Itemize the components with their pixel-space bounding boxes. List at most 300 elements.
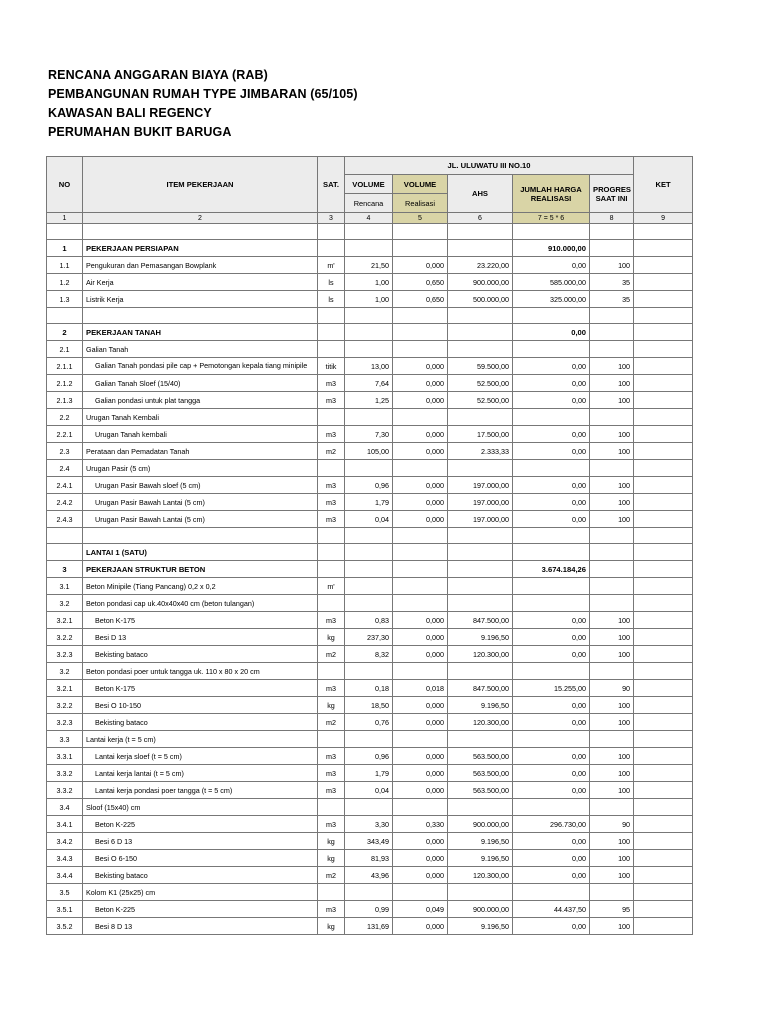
cell-sat: m3	[318, 901, 345, 918]
table-row	[47, 765, 693, 782]
cell-total	[513, 595, 590, 612]
cell-item: Urugan Pasir (5 cm)	[83, 460, 318, 477]
cell-ahs: 197.000,00	[448, 511, 513, 528]
col-number: 7 = 5 * 6	[513, 213, 590, 224]
table-row	[47, 663, 693, 680]
cell-ket	[634, 680, 693, 697]
cell-no: 3.5	[47, 884, 83, 901]
cell-ket	[634, 714, 693, 731]
title-line-2: PEMBANGUNAN RUMAH TYPE JIMBARAN (65/105)	[48, 87, 358, 101]
cell-sat	[318, 460, 345, 477]
cell-sat	[318, 799, 345, 816]
cell-ahs	[448, 595, 513, 612]
cell-item: Beton K-225	[83, 901, 318, 918]
cell-ahs: 17.500,00	[448, 426, 513, 443]
table-row	[47, 358, 693, 375]
cell-ahs: 23.220,00	[448, 257, 513, 274]
cell-sat	[318, 528, 345, 544]
table-row	[47, 528, 693, 544]
cell-sat: m'	[318, 578, 345, 595]
cell-real: 0,000	[393, 494, 448, 511]
col-header-ket: KET	[634, 157, 693, 213]
cell-vol: 237,30	[345, 629, 393, 646]
cell-ket	[634, 646, 693, 663]
cell-no: 2.1.2	[47, 375, 83, 392]
cell-prog	[590, 341, 634, 358]
cell-no: 3.4.3	[47, 850, 83, 867]
cell-real: 0,000	[393, 918, 448, 935]
cell-item: Bekisting bataco	[83, 867, 318, 884]
col-header-total-line2: REALISASI	[530, 193, 572, 203]
cell-total: 44.437,50	[513, 901, 590, 918]
cell-prog: 100	[590, 375, 634, 392]
cell-vol: 1,79	[345, 765, 393, 782]
table-row	[47, 443, 693, 460]
table-row	[47, 680, 693, 697]
cell-ket	[634, 595, 693, 612]
table-row	[47, 341, 693, 358]
cell-prog	[590, 799, 634, 816]
col-number: 5	[393, 213, 448, 224]
cell-prog	[590, 884, 634, 901]
cell-ket	[634, 833, 693, 850]
cell-total: 3.674.184,26	[513, 561, 590, 578]
cell-no	[47, 308, 83, 324]
cell-total: 0,00	[513, 494, 590, 511]
col-number: 1	[47, 213, 83, 224]
cell-real: 0,000	[393, 392, 448, 409]
cell-ahs: 120.300,00	[448, 867, 513, 884]
cell-item: Besi 6 D 13	[83, 833, 318, 850]
col-number: 4	[345, 213, 393, 224]
cell-prog: 100	[590, 646, 634, 663]
cell-sat: titik	[318, 358, 345, 375]
cell-total: 0,00	[513, 443, 590, 460]
cell-real: 0,000	[393, 629, 448, 646]
cell-real: 0,000	[393, 358, 448, 375]
cell-real: 0,000	[393, 850, 448, 867]
cell-real	[393, 884, 448, 901]
col-number: 2	[83, 213, 318, 224]
cell-no: 2.4.1	[47, 477, 83, 494]
table-row	[47, 460, 693, 477]
col-number: 9	[634, 213, 693, 224]
cell-no: 3.3.1	[47, 748, 83, 765]
cell-sat: kg	[318, 918, 345, 935]
cell-ket	[634, 697, 693, 714]
cell-total: 585.000,00	[513, 274, 590, 291]
cell-vol: 105,00	[345, 443, 393, 460]
table-row	[47, 544, 693, 561]
cell-vol	[345, 460, 393, 477]
cell-total: 325.000,00	[513, 291, 590, 308]
cell-sat: kg	[318, 697, 345, 714]
cell-prog: 100	[590, 782, 634, 799]
cell-item: Pengukuran dan Pemasangan Bowplank	[83, 257, 318, 274]
cell-prog: 100	[590, 765, 634, 782]
cell-real	[393, 544, 448, 561]
cell-ket	[634, 291, 693, 308]
cell-ket	[634, 782, 693, 799]
table-row	[47, 867, 693, 884]
cell-real: 0,000	[393, 426, 448, 443]
cell-ahs: 120.300,00	[448, 646, 513, 663]
cell-prog: 90	[590, 680, 634, 697]
cell-prog: 100	[590, 511, 634, 528]
cell-ahs: 847.500,00	[448, 680, 513, 697]
cell-ahs: 2.333,33	[448, 443, 513, 460]
cell-no: 3.3.2	[47, 765, 83, 782]
cell-no: 3.4.2	[47, 833, 83, 850]
cell-vol	[345, 663, 393, 680]
cell-ahs	[448, 578, 513, 595]
cell-no	[47, 224, 83, 240]
cell-ahs	[448, 731, 513, 748]
cell-no: 3.2.3	[47, 646, 83, 663]
cell-sat	[318, 224, 345, 240]
cell-real	[393, 578, 448, 595]
table-row	[47, 731, 693, 748]
cell-prog: 100	[590, 850, 634, 867]
cell-vol: 3,30	[345, 816, 393, 833]
cell-item: Air Kerja	[83, 274, 318, 291]
cell-ahs	[448, 308, 513, 324]
table-row	[47, 409, 693, 426]
cell-vol: 1,79	[345, 494, 393, 511]
cell-total	[513, 308, 590, 324]
cell-ahs: 500.000,00	[448, 291, 513, 308]
cell-no: 1.3	[47, 291, 83, 308]
cell-ket	[634, 731, 693, 748]
cell-total	[513, 578, 590, 595]
cell-total	[513, 544, 590, 561]
cell-item: Galian Tanah	[83, 341, 318, 358]
cell-ahs: 900.000,00	[448, 816, 513, 833]
col-header-progress-line1: PROGRES	[593, 184, 631, 194]
cell-real	[393, 460, 448, 477]
cell-prog	[590, 544, 634, 561]
table-row	[47, 884, 693, 901]
cell-total: 0,00	[513, 511, 590, 528]
cell-no: 3.2.1	[47, 680, 83, 697]
cell-item: PEKERJAAN STRUKTUR BETON	[83, 561, 318, 578]
cell-real	[393, 240, 448, 257]
cell-ket	[634, 257, 693, 274]
cell-no: 1.2	[47, 274, 83, 291]
table-row	[47, 918, 693, 935]
cell-real: 0,330	[393, 816, 448, 833]
cell-item: Beton pondasi cap uk.40x40x40 cm (beton tulangan)	[83, 595, 318, 612]
cell-item: Beton Minipile (Tiang Pancang) 0,2 x 0,2	[83, 578, 318, 595]
cell-no: 1.1	[47, 257, 83, 274]
table-row	[47, 257, 693, 274]
cell-vol: 0,04	[345, 511, 393, 528]
cell-vol: 0,18	[345, 680, 393, 697]
cell-no: 2	[47, 324, 83, 341]
cell-vol: 343,49	[345, 833, 393, 850]
cell-vol: 1,00	[345, 291, 393, 308]
cell-real	[393, 799, 448, 816]
table-row	[47, 612, 693, 629]
cell-sat	[318, 663, 345, 680]
col-number: 8	[590, 213, 634, 224]
cell-item: PEKERJAAN TANAH	[83, 324, 318, 341]
cell-prog: 100	[590, 714, 634, 731]
cell-total: 0,00	[513, 257, 590, 274]
cell-ket	[634, 308, 693, 324]
cell-ket	[634, 867, 693, 884]
table-row	[47, 646, 693, 663]
table-row	[47, 629, 693, 646]
cell-sat: m3	[318, 511, 345, 528]
cell-total	[513, 409, 590, 426]
cell-no: 3.2.2	[47, 697, 83, 714]
cell-sat	[318, 884, 345, 901]
col-header-item: ITEM PEKERJAAN	[83, 157, 318, 213]
cell-no: 3.4.1	[47, 816, 83, 833]
cell-ket	[634, 409, 693, 426]
cell-ahs	[448, 799, 513, 816]
cell-ahs: 197.000,00	[448, 477, 513, 494]
cell-prog: 100	[590, 629, 634, 646]
cell-vol: 8,32	[345, 646, 393, 663]
cell-item: Beton pondasi poer untuk tangga uk. 110 x 80 x 20 cm	[83, 663, 318, 680]
cell-ahs	[448, 663, 513, 680]
table-row	[47, 595, 693, 612]
cell-total: 0,00	[513, 324, 590, 341]
cell-ket	[634, 561, 693, 578]
cell-total: 0,00	[513, 358, 590, 375]
cell-prog: 35	[590, 274, 634, 291]
cell-total: 0,00	[513, 612, 590, 629]
col-header-progress-line2: SAAT INI	[595, 193, 628, 203]
cell-item: Urugan Pasir Bawah Lantai (5 cm)	[83, 494, 318, 511]
cell-ahs: 9.196,50	[448, 850, 513, 867]
cell-no: 3	[47, 561, 83, 578]
cell-prog	[590, 308, 634, 324]
cell-ahs: 9.196,50	[448, 918, 513, 935]
col-header-sat: SAT.	[318, 157, 345, 213]
cell-no: 3.2.2	[47, 629, 83, 646]
cell-sat: m2	[318, 646, 345, 663]
cell-sat: m3	[318, 765, 345, 782]
col-header-progress	[590, 175, 634, 213]
cell-ahs: 9.196,50	[448, 697, 513, 714]
cell-item: PEKERJAAN PERSIAPAN	[83, 240, 318, 257]
cell-no: 3.2.3	[47, 714, 83, 731]
cell-ket	[634, 392, 693, 409]
cell-total: 296.730,00	[513, 816, 590, 833]
cell-no: 2.4.2	[47, 494, 83, 511]
table-row	[47, 561, 693, 578]
cell-real: 0,000	[393, 257, 448, 274]
cell-ket	[634, 341, 693, 358]
title-line-4: PERUMAHAN BUKIT BARUGA	[48, 125, 232, 139]
col-header-vol-real: VOLUME	[393, 175, 448, 194]
table-row	[47, 375, 693, 392]
cell-item	[83, 224, 318, 240]
cell-total	[513, 799, 590, 816]
cell-ahs: 52.500,00	[448, 375, 513, 392]
cell-real: 0,000	[393, 697, 448, 714]
cell-vol	[345, 544, 393, 561]
cell-item: Beton K-175	[83, 680, 318, 697]
cell-prog	[590, 595, 634, 612]
cell-sat: m3	[318, 748, 345, 765]
cell-item: Besi O 6-150	[83, 850, 318, 867]
cell-ket	[634, 578, 693, 595]
cell-no: 3.2.1	[47, 612, 83, 629]
table-row	[47, 799, 693, 816]
cell-sat: m3	[318, 392, 345, 409]
cell-prog	[590, 324, 634, 341]
col-header-total	[513, 175, 590, 213]
cell-sat: m3	[318, 477, 345, 494]
cell-sat: ls	[318, 274, 345, 291]
cell-total: 0,00	[513, 477, 590, 494]
table-row	[47, 782, 693, 799]
cell-prog: 100	[590, 833, 634, 850]
cell-total: 0,00	[513, 697, 590, 714]
cell-ahs: 9.196,50	[448, 833, 513, 850]
table-row	[47, 308, 693, 324]
table-row	[47, 714, 693, 731]
cell-prog	[590, 663, 634, 680]
cell-prog: 100	[590, 426, 634, 443]
cell-item: Bekisting bataco	[83, 646, 318, 663]
cell-no: 3.5.1	[47, 901, 83, 918]
cell-vol	[345, 324, 393, 341]
cell-item: Sloof (15x40) cm	[83, 799, 318, 816]
cell-ahs: 9.196,50	[448, 629, 513, 646]
cell-sat: m3	[318, 680, 345, 697]
cell-sat: m3	[318, 375, 345, 392]
cell-sat: m2	[318, 443, 345, 460]
cell-vol	[345, 341, 393, 358]
cell-sat: m3	[318, 612, 345, 629]
cell-no	[47, 528, 83, 544]
cell-total	[513, 731, 590, 748]
table-row	[47, 901, 693, 918]
cell-item: Urugan Tanah kembali	[83, 426, 318, 443]
cell-total: 0,00	[513, 646, 590, 663]
cell-item: Galian pondasi untuk plat tangga	[83, 392, 318, 409]
title-line-1: RENCANA ANGGARAN BIAYA (RAB)	[48, 68, 268, 82]
cell-no: 3.4.4	[47, 867, 83, 884]
table-row	[47, 291, 693, 308]
cell-ket	[634, 443, 693, 460]
cell-no: 3.4	[47, 799, 83, 816]
cell-real: 0,000	[393, 443, 448, 460]
cell-vol	[345, 731, 393, 748]
col-header-ahs: AHS	[448, 175, 513, 213]
cell-no: 2.1	[47, 341, 83, 358]
cell-ket	[634, 224, 693, 240]
rab-table	[46, 156, 693, 935]
cell-ket	[634, 748, 693, 765]
cell-total	[513, 224, 590, 240]
cell-sat: m2	[318, 714, 345, 731]
cell-ket	[634, 629, 693, 646]
cell-ket	[634, 426, 693, 443]
table-row	[47, 240, 693, 257]
cell-no: 3.3.2	[47, 782, 83, 799]
cell-prog: 100	[590, 612, 634, 629]
table-row	[47, 511, 693, 528]
cell-sat: m3	[318, 816, 345, 833]
cell-sat	[318, 341, 345, 358]
cell-ahs	[448, 528, 513, 544]
cell-sat: m2	[318, 867, 345, 884]
cell-real: 0,000	[393, 375, 448, 392]
cell-ahs	[448, 884, 513, 901]
cell-vol: 43,96	[345, 867, 393, 884]
cell-item	[83, 528, 318, 544]
cell-total: 910.000,00	[513, 240, 590, 257]
col-header-vol-real-sub: Realisasi	[393, 194, 448, 213]
cell-ket	[634, 274, 693, 291]
cell-vol	[345, 799, 393, 816]
cell-total: 0,00	[513, 850, 590, 867]
cell-ahs	[448, 324, 513, 341]
cell-total	[513, 460, 590, 477]
cell-prog	[590, 240, 634, 257]
cell-ahs	[448, 224, 513, 240]
cell-vol	[345, 578, 393, 595]
cell-no: 2.2.1	[47, 426, 83, 443]
cell-ahs: 52.500,00	[448, 392, 513, 409]
cell-item: LANTAI 1 (SATU)	[83, 544, 318, 561]
cell-sat	[318, 409, 345, 426]
cell-real	[393, 324, 448, 341]
cell-total	[513, 341, 590, 358]
cell-item: Besi D 13	[83, 629, 318, 646]
cell-vol: 21,50	[345, 257, 393, 274]
cell-vol: 7,64	[345, 375, 393, 392]
table-row	[47, 578, 693, 595]
cell-prog: 100	[590, 358, 634, 375]
cell-total: 0,00	[513, 918, 590, 935]
cell-total: 0,00	[513, 765, 590, 782]
cell-real: 0,018	[393, 680, 448, 697]
cell-real	[393, 731, 448, 748]
cell-sat: kg	[318, 833, 345, 850]
cell-prog: 95	[590, 901, 634, 918]
col-header-vol-plan-sub: Rencana	[345, 194, 393, 213]
cell-vol	[345, 240, 393, 257]
cell-sat	[318, 324, 345, 341]
cell-sat	[318, 731, 345, 748]
table-row	[47, 274, 693, 291]
cell-real: 0,650	[393, 291, 448, 308]
document-title-block	[48, 66, 358, 142]
table-row	[47, 392, 693, 409]
cell-prog: 100	[590, 443, 634, 460]
table-row	[47, 477, 693, 494]
cell-ket	[634, 240, 693, 257]
cell-prog	[590, 409, 634, 426]
col-header-vol-plan: VOLUME	[345, 175, 393, 194]
cell-ahs	[448, 240, 513, 257]
cell-ket	[634, 375, 693, 392]
cell-prog	[590, 561, 634, 578]
cell-total: 0,00	[513, 714, 590, 731]
cell-real: 0,000	[393, 765, 448, 782]
cell-prog: 100	[590, 748, 634, 765]
cell-prog	[590, 528, 634, 544]
cell-ahs: 59.500,00	[448, 358, 513, 375]
cell-total: 0,00	[513, 375, 590, 392]
